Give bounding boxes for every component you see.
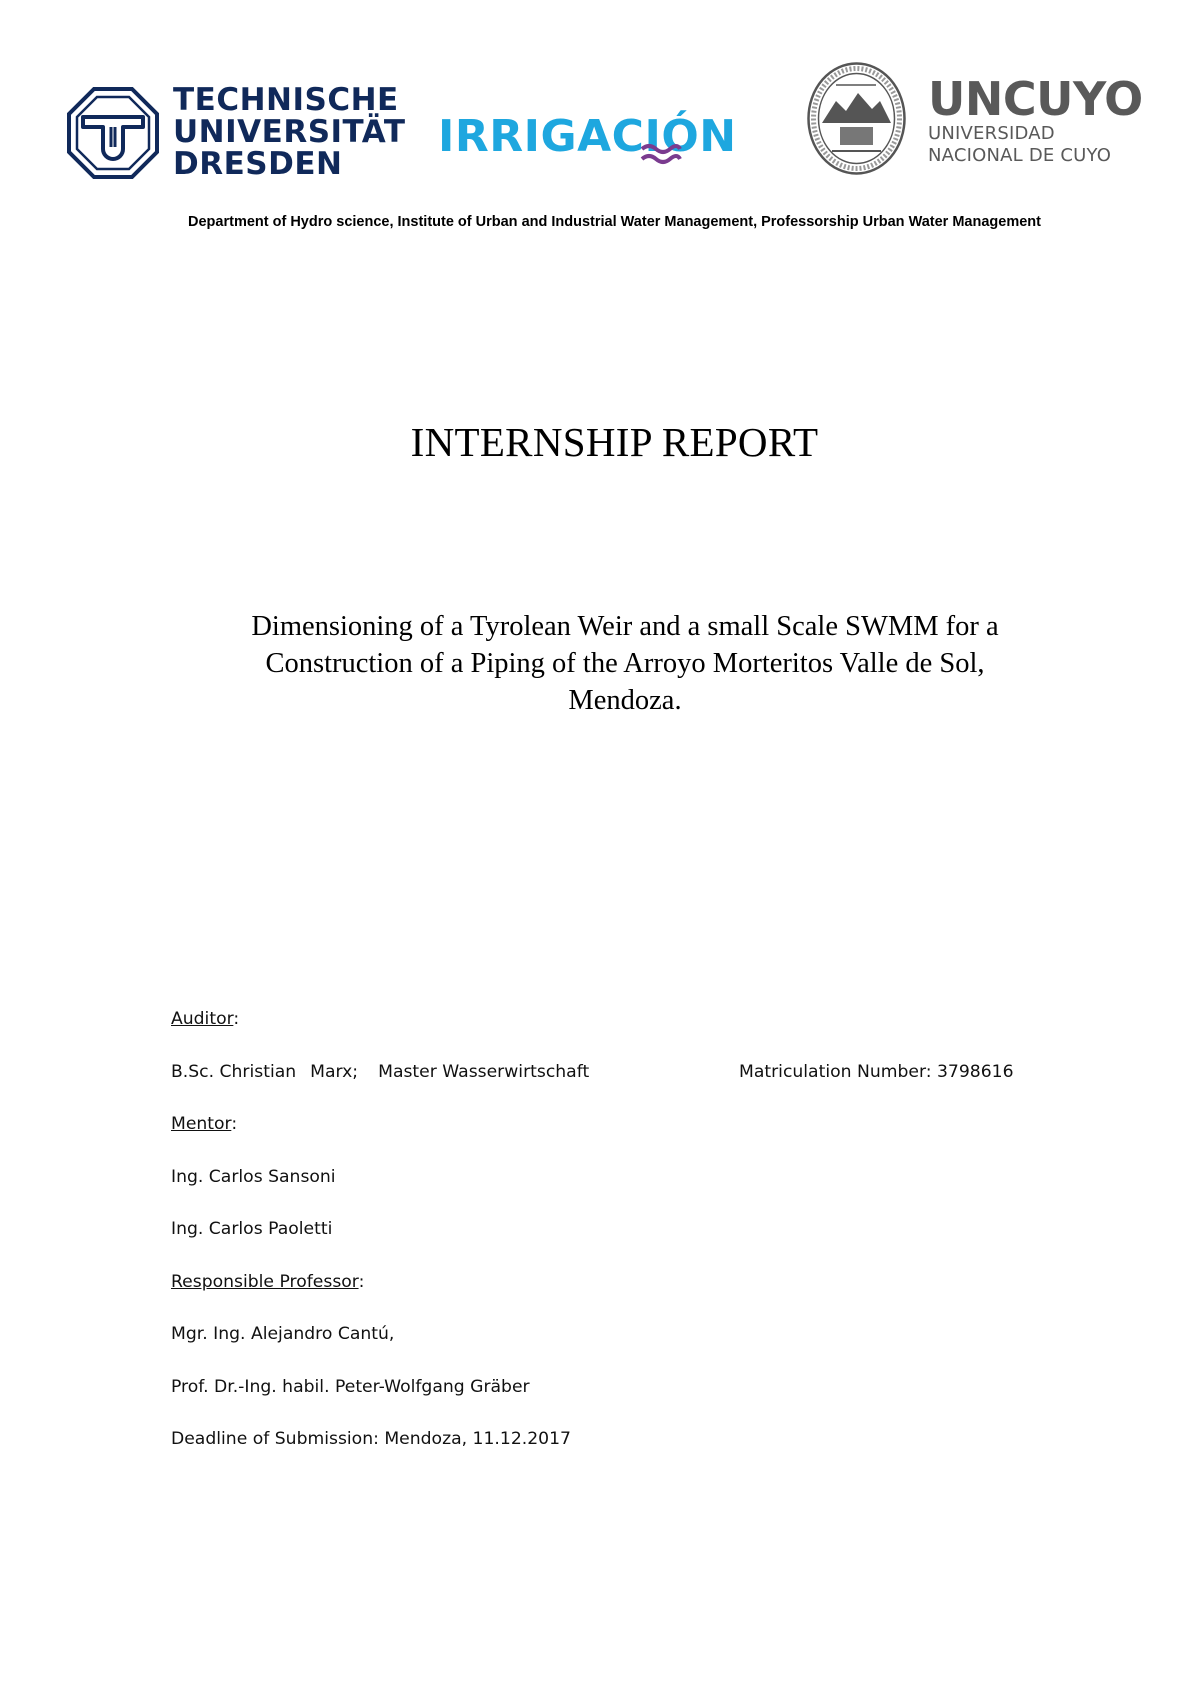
water-wave-icon [638,129,682,169]
professor-name-1: Mgr. Ing. Alejandro Cantú, [171,1324,395,1344]
uncuyo-title: UNCUYO [928,72,1143,126]
uncuyo-seal-icon [806,61,907,176]
subtitle-line-2: Construction of a Piping of the Arroyo Morteritos Valle de Sol, [265,648,985,679]
subtitle-line-1: Dimensioning of a Tyrolean Weir and a small Scale SWMM for a [251,611,999,642]
submission-deadline: Deadline of Submission: Mendoza, 11.12.2017 [171,1429,571,1449]
subtitle-line-3: Mendoza. [568,685,682,716]
report-info [171,1008,1071,1481]
professor-label: Responsible Professor [171,1271,359,1292]
professor-name-2: Prof. Dr.-Ing. habil. Peter-Wolfgang Gräber [171,1376,530,1397]
tud-line-2: UNIVERSITÄT [173,114,406,150]
uncuyo-sub-1: UNIVERSIDAD [928,123,1055,144]
uncuyo-sub-2: NACIONAL DE CUYO [928,145,1112,166]
mentor-name-2: Ing. Carlos Paoletti [171,1219,333,1239]
report-subtitle [170,608,1080,719]
uncuyo-wordmark [928,72,1143,167]
irrigacion-wordmark: IRRIGACIÓN [438,111,737,162]
tud-line-1: TECHNISCHE [173,82,399,118]
logo-header [0,0,1191,200]
mentor-name-1: Ing. Carlos Sansoni [171,1166,336,1187]
auditor-label: Auditor [171,1009,234,1029]
auditor-details [171,1061,1071,1114]
irrigacion-logo [438,111,737,167]
mentor-heading: Mentor: [171,1114,238,1134]
auditor-degree: B.Sc. Christian [171,1061,297,1082]
department-line: Department of Hydro science, Institute of Urban and Industrial Water Management, Professorship Urban Water Management [188,214,1041,230]
auditor-surname: Marx; [310,1061,359,1082]
tu-dresden-emblem-icon [67,87,159,179]
matriculation-number: Matriculation Number: 3798616 [739,1061,1014,1082]
professor-heading: Responsible Professor: [171,1271,365,1292]
report-title: INTERNSHIP REPORT [410,419,819,465]
auditor-heading: Auditor: [171,1009,240,1029]
auditor-program: Master Wasserwirtschaft [378,1061,590,1082]
tud-line-3: DRESDEN [173,146,343,182]
tu-dresden-wordmark [173,84,406,180]
mentor-label: Mentor [171,1114,232,1134]
